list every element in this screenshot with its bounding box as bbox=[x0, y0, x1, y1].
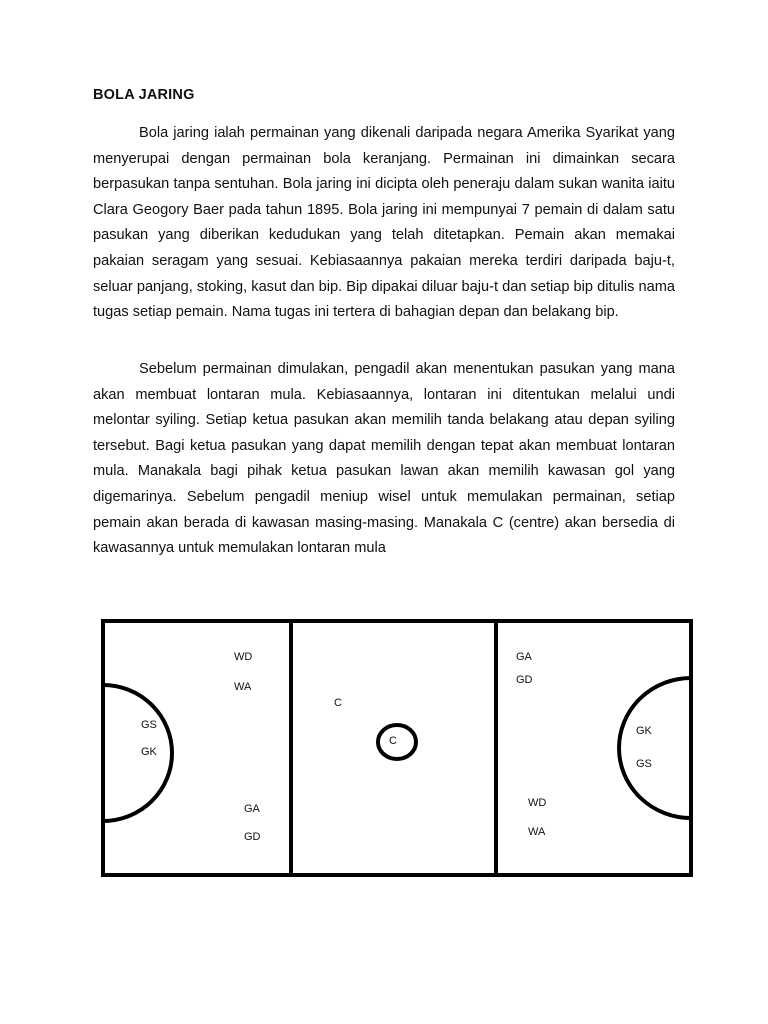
label-left-gk: GK bbox=[141, 746, 157, 758]
goal-circle-left bbox=[103, 685, 172, 821]
label-left-ga: GA bbox=[244, 803, 260, 815]
label-left-gs: GS bbox=[141, 719, 157, 731]
goal-circle-right bbox=[619, 678, 691, 818]
court-boundary bbox=[103, 621, 691, 875]
label-right-gs: GS bbox=[636, 758, 652, 770]
label-left-wa: WA bbox=[234, 681, 252, 693]
label-right-ga: GA bbox=[516, 651, 532, 663]
paragraph-1: Bola jaring ialah permainan yang dikenali daripada negara Amerika Syarikat yang menyerupai dengan permainan bola keranjang. Permainan ini dimainkan secara berpasukan tanpa sentuhan. Bola jaring ini dicipta oleh peneraju dalam sukan wanita iaitu Clara Geogory Baer pada tahun 1895. Bola jaring ini mempunyai 7 pemain di dalam satu pasukan yang diberikan kedudukan yang telah ditetapkan. Pemain akan memakai pakaian seragam yang sesuai. Kebiasaannya pakaian mereka terdiri daripada baju-t, seluar panjang, stoking, kasut dan bip. Bip dipakai diluar baju-t dan setiap bip ditulis nama tugas setiap pemain. Nama tugas ini tertera di bahagian depan dan belakang bip. bbox=[93, 125, 675, 321]
paragraph-2: Sebelum permainan dimulakan, pengadil akan menentukan pasukan yang mana akan membuat lontaran mula. Kebiasaannya, lontaran ini ditentukan melalui undi melontar syiling. Setiap ketua pasukan akan memilih tanda belakang atau depan syiling tersebut. Bagi ketua pasukan yang dapat memilih dengan tepat akan membuat lontaran mula. Manakala bagi pihak ketua pasukan lawan akan memilih kawasan gol yang digemarinya. Sebelum pengadil meniup wisel untuk memulakan permainan, setiap pemain akan berada di kawasan masing-masing. Manakala C (centre) akan bersedia di kawasannya untuk memulakan lontaran mula bbox=[93, 361, 675, 557]
label-left-gd: GD bbox=[244, 831, 261, 843]
label-centre-c: C bbox=[334, 697, 342, 709]
label-centre-circle-c: C bbox=[389, 735, 397, 747]
label-right-wa: WA bbox=[528, 826, 546, 838]
netball-court-diagram bbox=[98, 616, 698, 880]
label-right-gk: GK bbox=[636, 725, 652, 737]
court-svg bbox=[98, 616, 698, 880]
label-right-gd: GD bbox=[516, 674, 533, 686]
centre-circle bbox=[378, 725, 416, 759]
label-left-wd: WD bbox=[234, 651, 253, 663]
document-title: BOLA JARING bbox=[93, 87, 195, 103]
label-right-wd: WD bbox=[528, 797, 547, 809]
